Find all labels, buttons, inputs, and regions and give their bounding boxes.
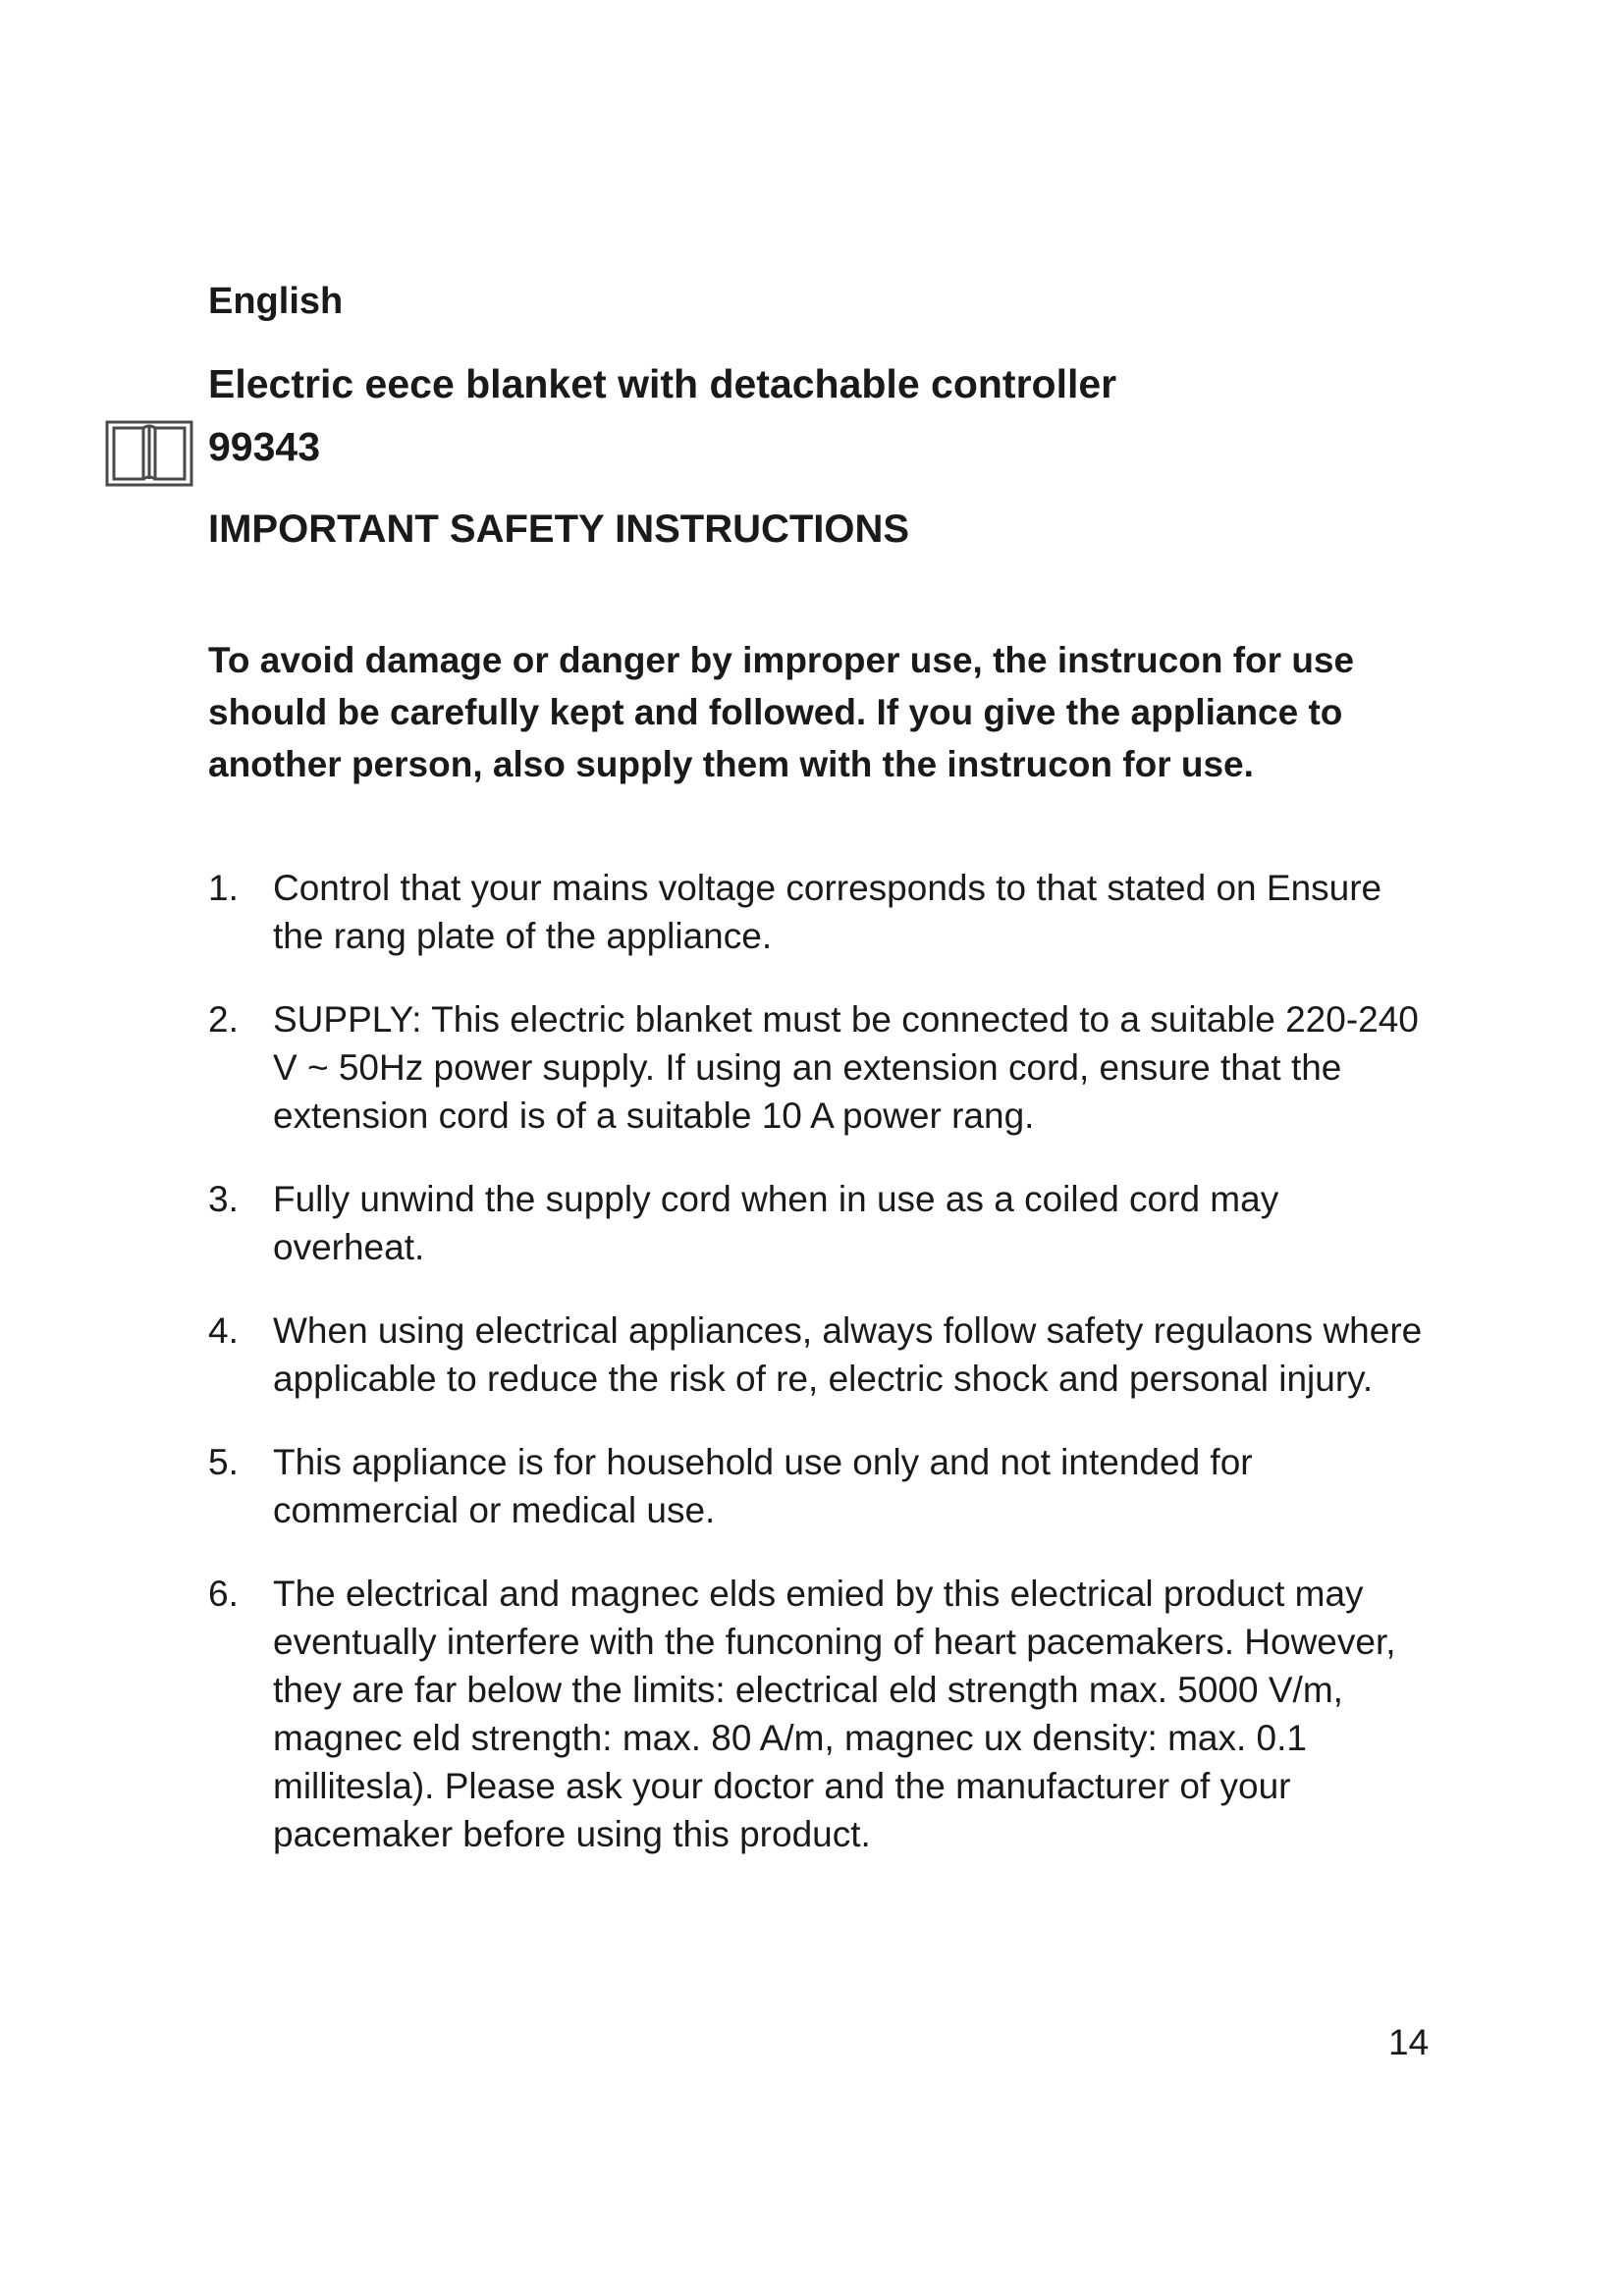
instruction-item (208, 1570, 1426, 1858)
language-label: English (208, 281, 344, 322)
instruction-item (208, 1175, 1426, 1271)
instruction-number: 6. (208, 1574, 239, 1614)
model-number: 99343 (208, 424, 321, 469)
instruction-text: SUPPLY: This electric blanket must be connected to a suitable 220-240 V ~ 50Hz power supply. If using an extension cord, ensure that the extension cord is of a suitable 10 A power rang. (273, 999, 1419, 1136)
intro-warning: To avoid damage or danger by improper use, the instrucon for use should be carefully kept and followed. If you give the appliance to another person, also supply them with the instrucon for use. (208, 640, 1355, 784)
instruction-item (208, 864, 1426, 960)
product-title: Electric eece blanket with detachable controller (208, 361, 1117, 406)
instruction-text: Fully unwind the supply cord when in use as a coiled cord may overheat. (273, 1179, 1279, 1267)
instruction-text: This appliance is for household use only and not intended for commercial or medical use. (273, 1442, 1253, 1530)
instruction-text: Control that your mains voltage corresponds to that stated on Ensure the rang plate of the appliance. (273, 868, 1382, 956)
instruction-number: 1. (208, 868, 239, 908)
instruction-text: When using electrical appliances, always follow safety regulaons where applicable to reduce the risk of re, electric shock and personal injury. (273, 1310, 1423, 1399)
page-number: 14 (1388, 2022, 1430, 2062)
instructions-list (208, 864, 1426, 1894)
instruction-item (208, 1307, 1426, 1403)
instruction-number: 3. (208, 1179, 239, 1219)
safety-heading: IMPORTANT SAFETY INSTRUCTIONS (208, 507, 910, 551)
instruction-number: 4. (208, 1310, 239, 1351)
instruction-text: The electrical and magnec elds emied by this electrical product may eventually interfere with the funconing of heart pacemakers. However, they are far below the limits: electrical eld strength max. 5000 V/m, magnec eld strength: max. 80 A/m, magnec ux density: max. 0.1 millitesla). Please ask your doctor and the manufacturer of your pacemaker before using this product. (273, 1574, 1396, 1854)
open-book-icon (104, 418, 194, 491)
instruction-number: 5. (208, 1442, 239, 1482)
instruction-item (208, 1438, 1426, 1534)
instruction-number: 2. (208, 999, 239, 1040)
instruction-item (208, 995, 1426, 1140)
